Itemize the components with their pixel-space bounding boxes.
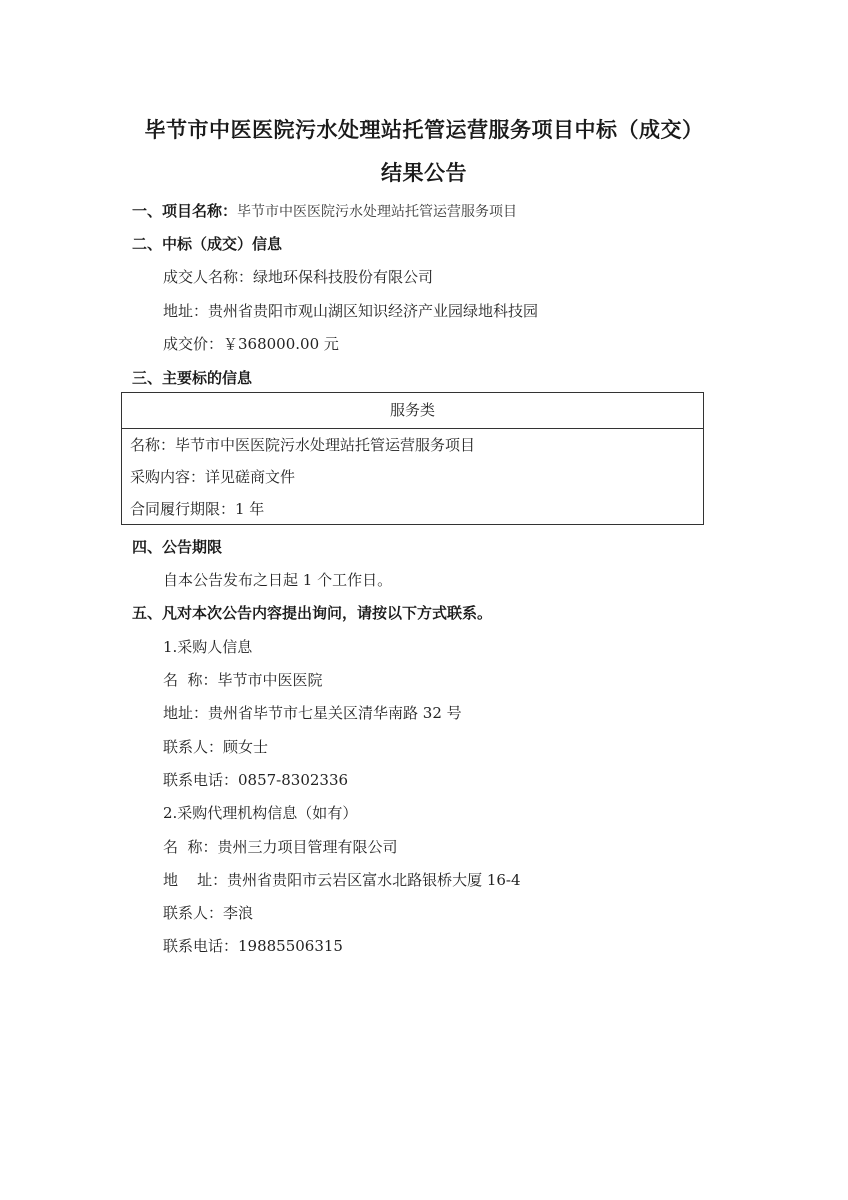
purchaser-phone: 联系电话：0857-8302336 xyxy=(163,771,349,789)
award-price: 成交价：￥368000.00 元 xyxy=(163,335,339,353)
supplier-address: 地址：贵州省贵阳市观山湖区知识经济产业园绿地科技园 xyxy=(163,302,539,320)
project-name-value: 毕节市中医医院污水处理站托管运营服务项目 xyxy=(237,204,518,220)
purchaser-address: 地址：贵州省毕节市七星关区清华南路 32 号 xyxy=(163,704,462,722)
agency-info-title: 2.采购代理机构信息（如有） xyxy=(163,804,358,822)
section-notice-period-heading: 四、公告期限 xyxy=(132,538,223,556)
table-row-content: 采购内容：详见磋商文件 xyxy=(130,468,296,486)
table-header-service-type: 服务类 xyxy=(122,393,703,429)
agency-contact: 联系人：李浪 xyxy=(163,904,254,922)
purchaser-name: 名 称：毕节市中医医院 xyxy=(163,671,323,689)
agency-address: 地 址：贵州省贵阳市云岩区富水北路银桥大厦 16-4 xyxy=(163,871,521,889)
table-row-term: 合同履行期限：1 年 xyxy=(130,500,265,518)
notice-period-text: 自本公告发布之日起 1 个工作日。 xyxy=(163,571,393,589)
subject-info-table xyxy=(121,392,704,525)
section-subject-heading: 三、主要标的信息 xyxy=(132,369,253,387)
agency-phone: 联系电话：19885506315 xyxy=(163,937,343,955)
page-title-line-1: 毕节市中医医院污水处理站托管运营服务项目中标（成交） xyxy=(144,118,704,142)
table-row-name: 名称：毕节市中医医院污水处理站托管运营服务项目 xyxy=(130,436,476,454)
purchaser-contact: 联系人：顾女士 xyxy=(163,738,269,756)
page-title-line-2: 结果公告 xyxy=(381,161,467,185)
section-award-heading: 二、中标（成交）信息 xyxy=(132,235,283,253)
section-contact-heading: 五、凡对本次公告内容提出询问，请按以下方式联系。 xyxy=(132,604,493,622)
section-project-name-heading: 一、项目名称： xyxy=(132,202,238,220)
agency-name: 名 称：贵州三力项目管理有限公司 xyxy=(163,838,398,856)
section-project-name xyxy=(132,200,517,221)
supplier-name: 成交人名称：绿地环保科技股份有限公司 xyxy=(163,268,434,286)
purchaser-info-title: 1.采购人信息 xyxy=(163,638,253,656)
